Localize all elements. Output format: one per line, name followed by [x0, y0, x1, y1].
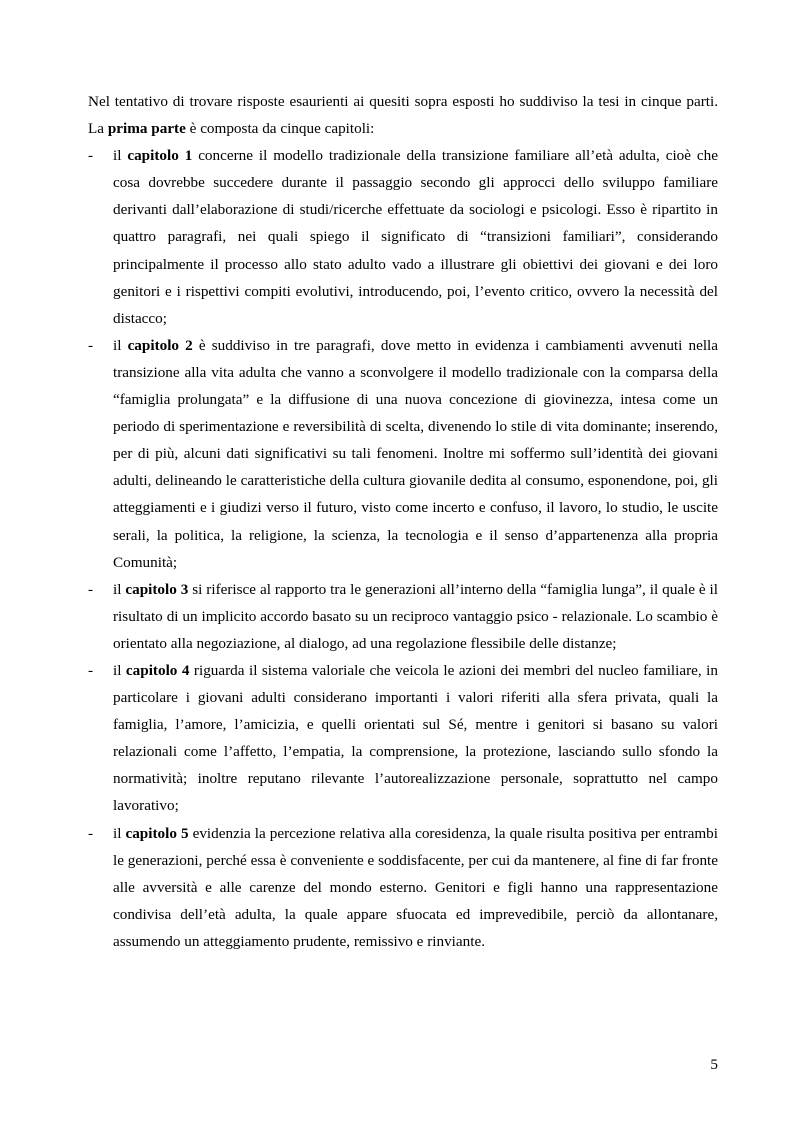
chapter-lead: il [113, 824, 126, 842]
chapter-text: riguarda il sistema valoriale che veicola le azioni dei membri del nucleo familiare, in particolare i giovani adulti considerano importanti i valori riferiti alla sfera privata, quali la famiglia, l’amore, l’amicizia, e quelli orientati sul Sé, mentre i genitori si basano su valori relazionali come l’affetto, l’empatia, la comprensione, la protezione, lasciando sullo sfondo la normatività; inoltre reputano rilevante l’autorealizzazione personale, soprattutto nel campo lavorativo; [113, 661, 718, 815]
chapter-lead: il [113, 336, 128, 354]
intro-text-before: Nel tentativo di trovare risposte esaurienti ai quesiti sopra esposti ho suddiviso la tesi in cinque parti. La [88, 93, 718, 138]
chapter-text: si riferisce al rapporto tra le generazioni all’interno della “famiglia lunga”, il quale è il risultato di un implicito accordo basato su un reciproco vantaggio psico - relazionale. Lo scambio è orientato alla negoziazione, al dialogo, ad una regolazione flessibile delle distanze; [113, 580, 718, 652]
intro-bold: prima parte [107, 120, 186, 138]
bullet: - [88, 147, 94, 165]
bullet: - [88, 580, 94, 598]
chapter-item-3 [88, 576, 718, 657]
chapter-item-4 [88, 657, 718, 820]
chapter-label: capitolo 1 [127, 147, 193, 165]
chapter-item-2 [88, 332, 718, 576]
chapter-label: capitolo 4 [125, 661, 190, 679]
page-number: 5 [710, 1056, 718, 1073]
chapter-label: capitolo 2 [127, 336, 193, 354]
intro-paragraph [88, 88, 718, 142]
chapter-text: concerne il modello tradizionale della transizione familiare all’età adulta, cioè che cosa dovrebbe succedere durante il passaggio secondo gli approcci dello sviluppo familiare derivanti dall’elaborazione di studi/ricerche effettuate da sociologi e psicologi. Esso è ripartito in quattro paragrafi, nei quali spiego il significato di “transizioni familiari”, considerando principalmente il processo allo stato adulto vado a illustrare gli obiettivi dei giovani e dei loro genitori e i rispettivi compiti evolutivi, introducendo, poi, l’evento critico, ovvero la necessità del distacco; [113, 147, 718, 327]
intro-text-after: è composta da cinque capitoli: [185, 120, 375, 138]
bullet: - [88, 661, 94, 679]
chapter-item-5 [88, 820, 718, 955]
chapter-text: è suddiviso in tre paragrafi, dove metto in evidenza i cambiamenti avvenuti nella transizione alla vita adulta che vanno a sconvolgere il modello tradizionale con la comparsa della “famiglia prolungata” e la diffusione di una nuova concezione di giovinezza, intesa come un periodo di sperimentazione e reversibilità di scelta, divenendo lo stile di vita dominante; inserendo, per di più, alcuni dati significativi su tali fenomeni. Inoltre mi soffermo sull’identità dei giovani adulti, delineando le caratteristiche della cultura giovanile dedita al consumo, esponendone, poi, gli atteggiamenti e i giudizi verso il futuro, visto come incerto e confuso, il lavoro, lo studio, le uscite serali, la politica, la religione, la scienza, la tecnologia e il senso d’appartenenza alla propria Comunità; [113, 336, 718, 571]
chapter-label: capitolo 5 [125, 824, 189, 842]
bullet: - [88, 824, 94, 842]
chapter-lead: il [113, 147, 128, 165]
chapter-label: capitolo 3 [125, 580, 189, 598]
bullet: - [88, 336, 94, 354]
chapter-text: evidenzia la percezione relativa alla coresidenza, la quale risulta positiva per entrambi le generazioni, perché essa è conveniente e soddisfacente, per cui da mantenere, al fine di far fronte alle avversità e alle carenze del mondo esterno. Genitori e figli hanno una rappresentazione condivisa dell’età adulta, la quale appare sfuocata ed imprevedibile, perciò da allontanare, assumendo un atteggiamento prudente, remissivo e rinviante. [113, 824, 718, 950]
chapter-item-1 [88, 142, 718, 332]
chapter-list [88, 142, 718, 955]
chapter-lead: il [113, 580, 126, 598]
chapter-lead: il [113, 661, 126, 679]
page-body [88, 88, 718, 955]
